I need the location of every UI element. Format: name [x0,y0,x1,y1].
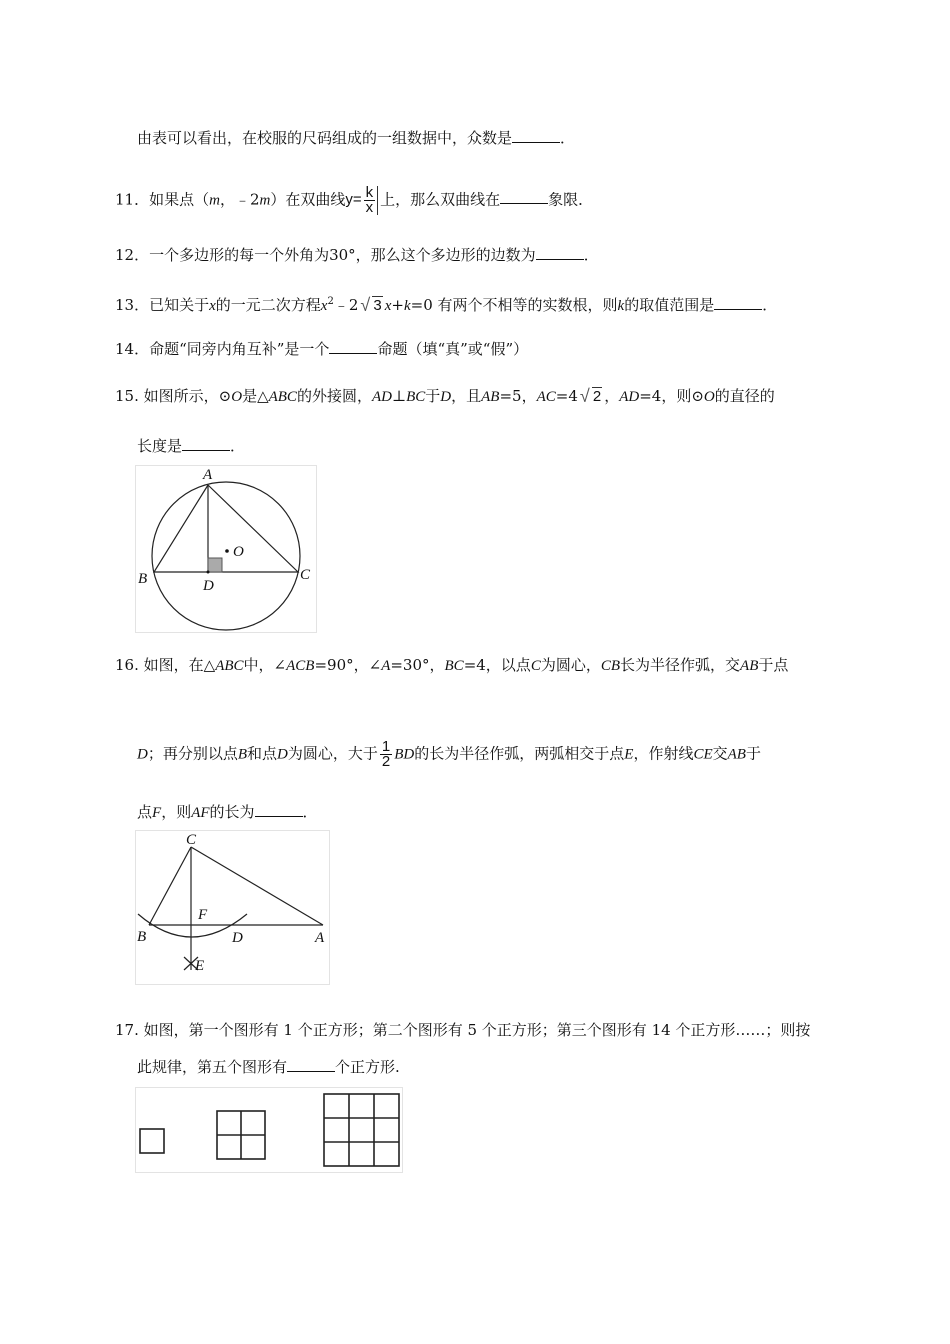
question-14: 14．命题“同旁内角互补”是一个 命题（填“真”或“假”） [115,340,529,358]
pattern-2 [217,1111,265,1159]
segment-ca [191,847,323,925]
answer-blank [287,1057,335,1072]
intro-line: 由表可以看出，在校服的尺码组成的一组数据中，众数是 ． [137,129,576,147]
squares-pattern-figure [135,1087,403,1173]
question-17: 17. 如图，第一个图形有 1 个正方形；第二个图形有 5 个正方形；第三个图形有 14 个正方形……；则按 [115,1021,811,1039]
question-16-line2: D；再分别以点B和点D为圆心，大于 $\frac{1}{2}$ BD的长为半径作弧，两弧相交于点E，作射线CE交AB于 [137,738,761,770]
right-angle-mark [208,558,222,572]
figure-frame [136,831,330,985]
figure-frame [136,466,317,633]
figure-frame [136,1088,403,1173]
question-15: 15. 如图所示，⊙O是△ABC的外接圆，AD⊥BC于D，且AB=5，AC=4√ 2 ，AD=4，则⊙O的直径的 [115,386,775,407]
label-a: A [203,467,213,483]
pattern-3 [324,1094,399,1166]
label-f: F [198,907,208,923]
label-d: D [232,930,243,946]
label-b: B [137,929,147,945]
fraction-one-half: $\frac{1}{2}$ [381,738,391,770]
label-b: B [138,571,148,587]
answer-blank [512,128,560,143]
segment-bc [149,847,191,925]
triangle-construction-figure [135,830,330,985]
answer-blank [714,295,762,310]
foot-dot [207,571,210,574]
question-16: 16. 如图，在△ABC中，∠ACB=90°，∠A=30°，BC=4，以点C为圆心，CB长为半径作弧，交AB于点 [115,656,789,674]
label-o: O [233,544,244,560]
question-12: 12．一个多边形的每一个外角为30°，那么这个多边形的边数为 ． [115,246,599,264]
triangle-abc [154,485,298,572]
sqrt-3: √ 3 [360,296,382,316]
label-a: A [315,930,325,946]
center-dot [225,549,229,553]
label-e: E [195,958,205,974]
circle-triangle-figure [135,465,317,633]
hyperbola-formula: y= $\frac{k}{x}$ [345,191,380,208]
sqrt-2: √ 2 [580,387,602,407]
answer-blank [329,339,377,354]
question-11: 11．如果点（m，﹣2m）在双曲线y= $\frac{k}{x}$ 上，那么双曲线在 象限． [115,184,594,216]
question-15-line2: 长度是 ． [137,437,246,455]
label-c: C [300,567,311,583]
question-16-line3: 点F，则AF的长为 ． [137,803,318,821]
label-d: D [203,578,214,594]
circumcircle [152,482,300,630]
answer-blank [536,245,584,260]
answer-blank [255,802,303,817]
answer-blank [500,189,548,204]
question-17-line2: 此规律，第五个图形有 个正方形. [137,1058,400,1076]
answer-blank [182,436,230,451]
question-13: 13．已知关于x的一元二次方程$x^2﹣2√$ 3 x+k=0 有两个不相等的实数根，则k的取值范围是 ． [115,292,777,316]
label-c: C [186,832,197,848]
pattern-1 [140,1129,164,1153]
